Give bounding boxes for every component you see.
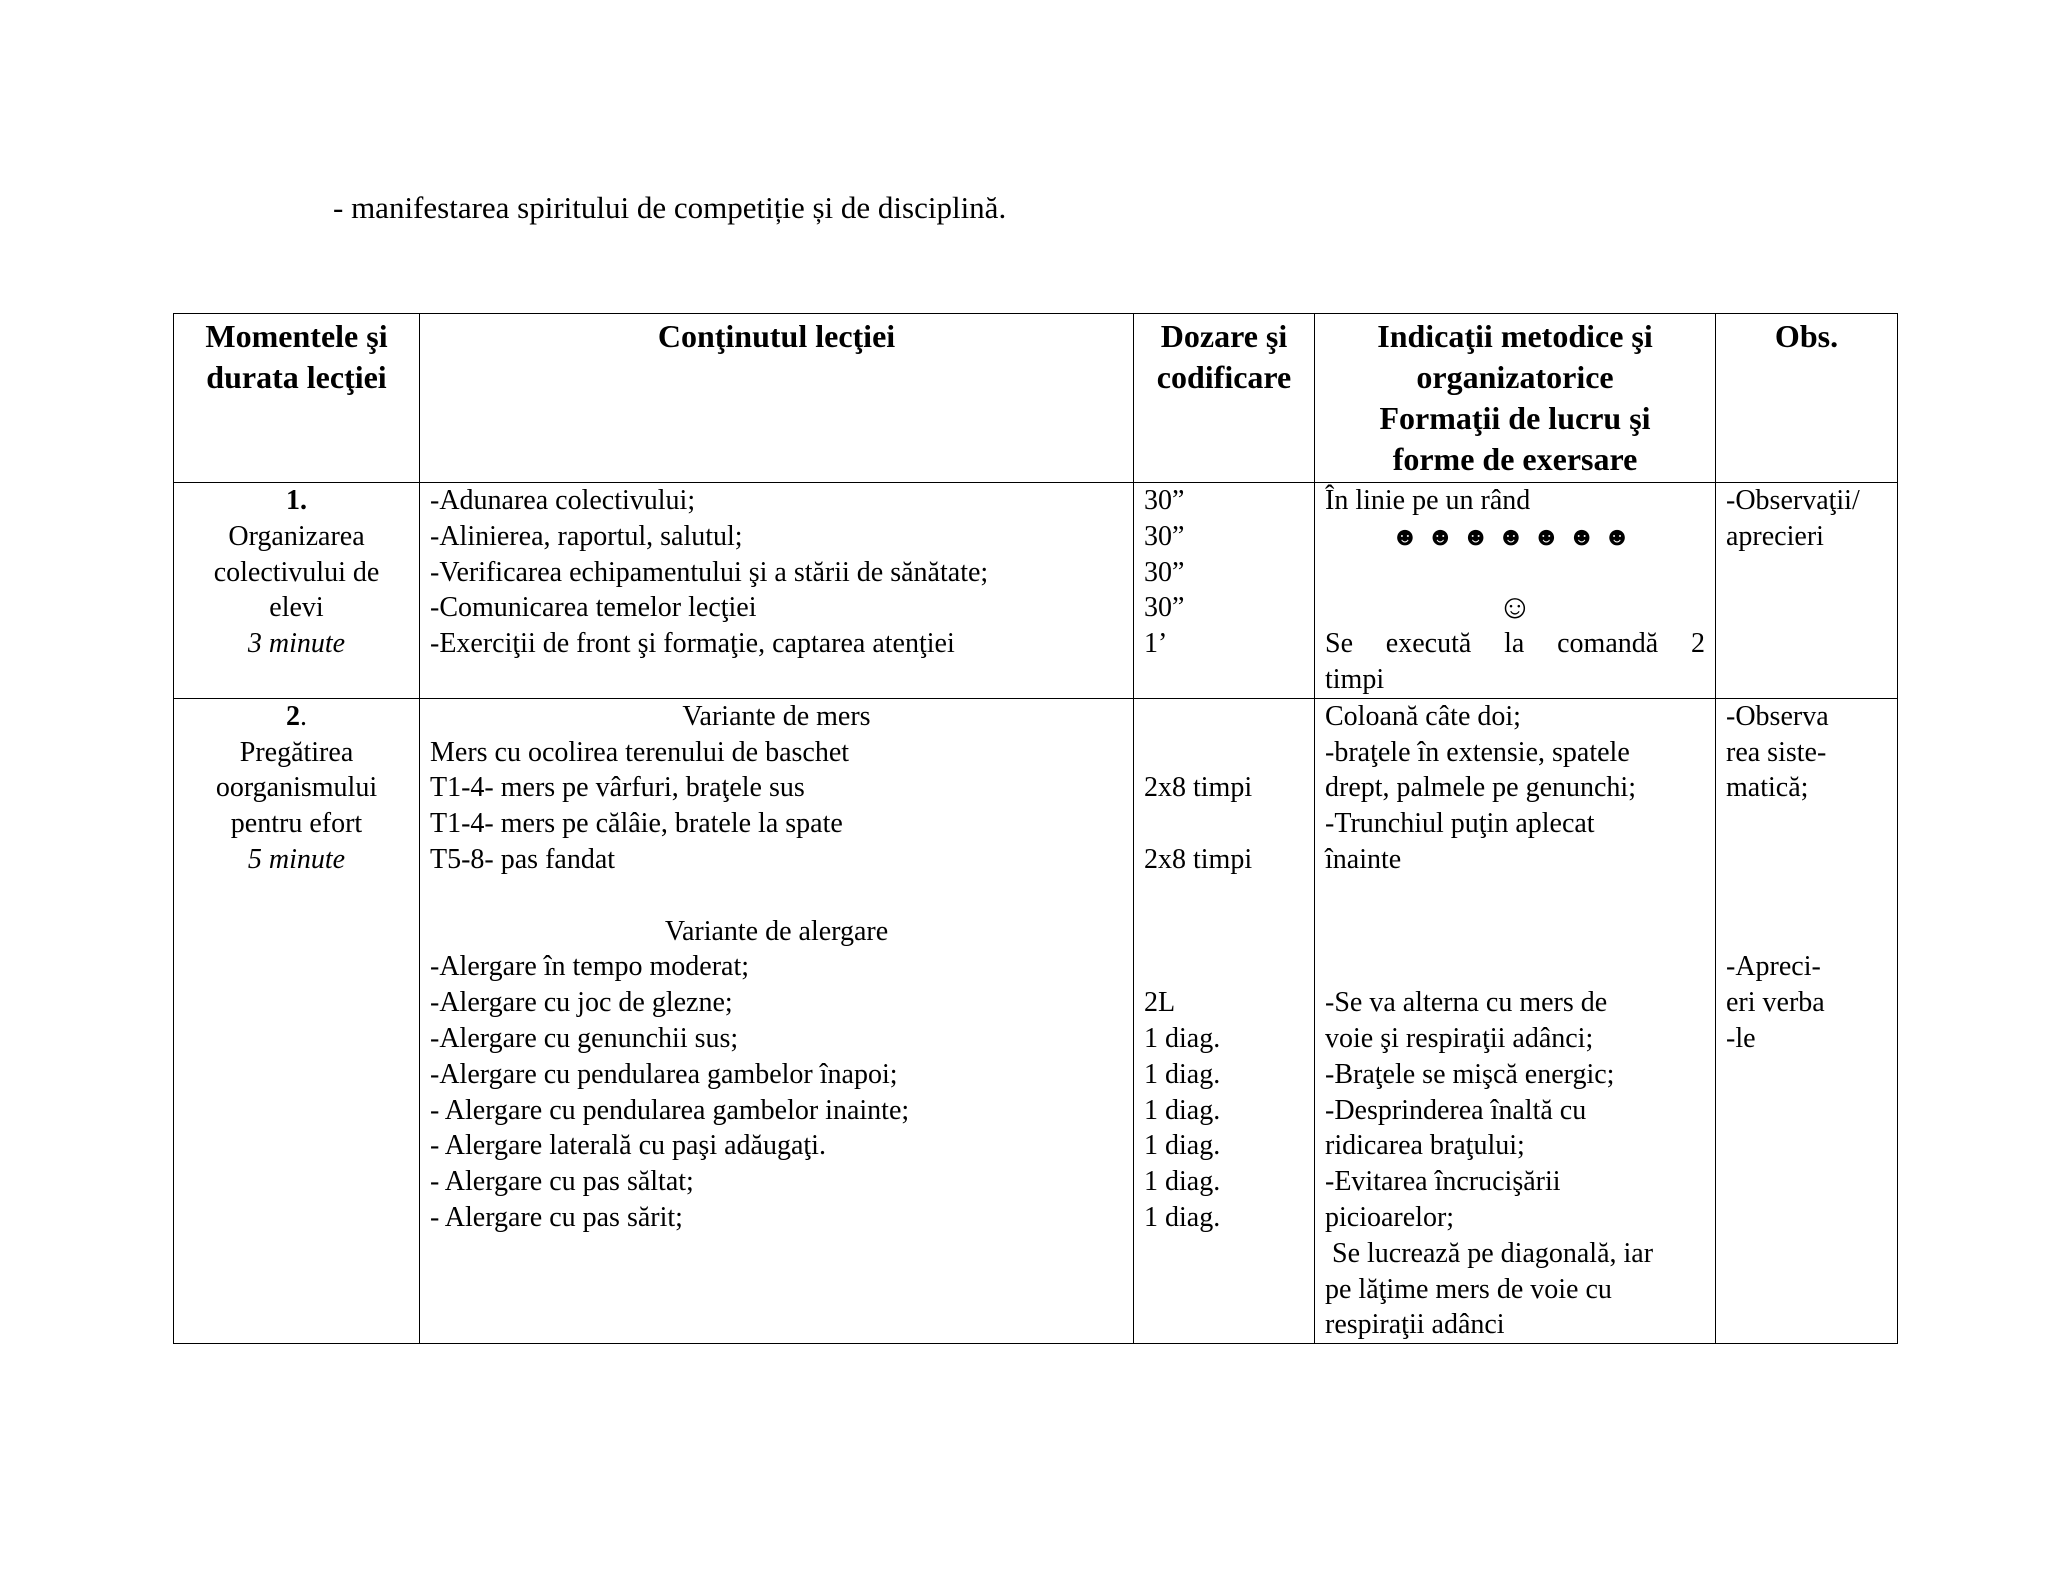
row1-content: -Adunarea colectivului; -Alinierea, raportul, salutul; -Verificarea echipamentului şi a stării de sănătate; -Comunicarea temelor lecţiei -Exerciţii de front şi formaţie, captarea atenţiei: [420, 483, 1134, 699]
header-dosage: Dozare şi codificare: [1134, 314, 1315, 483]
intro-line: - manifestarea spiritului de competiție și de disciplină.: [333, 190, 1007, 225]
header-row: [174, 314, 1898, 483]
students-formation-icon: ☻☻☻☻☻☻☻: [1391, 521, 1639, 551]
row1-dosage: 30” 30” 30” 30” 1’: [1134, 483, 1315, 699]
table-row: [174, 483, 1898, 699]
row2-moment: 2. Pregătirea oorganismului pentru efort 5 minute: [174, 698, 420, 1343]
header-obs: Obs.: [1716, 314, 1898, 483]
header-indications: Indicaţii metodice şi organizatorice Formaţii de lucru şi forme de exersare: [1315, 314, 1716, 483]
teacher-icon: ☺: [1497, 589, 1533, 627]
lesson-plan-table: [173, 313, 1898, 1344]
row1-moment: 1. Organizarea colectivului de elevi 3 minute: [174, 483, 420, 699]
row1-indications: În linie pe un rând ☻☻☻☻☻☻☻ ☺ Se execută la comandă 2 timpi: [1315, 483, 1716, 699]
row2-dosage: 2x8 timpi 2x8 timpi 2L 1 diag. 1 diag. 1 diag. 1 diag. 1 diag. 1 diag.: [1134, 698, 1315, 1343]
table-row: [174, 698, 1898, 1343]
row1-obs: -Observaţii/ aprecieri: [1716, 483, 1898, 699]
row2-indications: Coloană câte doi; -braţele în extensie, spatele drept, palmele pe genunchi; -Trunchiul puţin aplecat înainte -Se va alterna cu mers de voie şi respiraţii adânci; -Braţele se mişcă energic; -Desprinderea înaltă cu ridicarea braţului; -Evitarea încrucişării picioarelor; Se lucrează pe diagonală, iar pe lăţime mers de voie cu respiraţii adânci: [1315, 698, 1716, 1343]
row2-obs: -Observa rea siste- matică; -Apreci- eri verba -le: [1716, 698, 1898, 1343]
header-moment: Momentele şi durata lecţiei: [174, 314, 420, 483]
walking-heading: Variante de mers: [682, 700, 871, 732]
running-heading: Variante de alergare: [664, 915, 889, 947]
header-content: Conţinutul lecţiei: [420, 314, 1134, 483]
exec-line: Se execută la comandă 2: [1325, 628, 1705, 660]
row2-content: Variante de mers Mers cu ocolirea terenului de baschet T1-4- mers pe vârfuri, braţele sus T1-4- mers pe călâie, bratele la spate T5-8- pas fandat Variante de alergare -Alergare în tempo moderat; -Alergare cu joc de glezne; -Alergare cu genunchii sus; -Alergare cu pendularea gambelor înapoi; - Alergare cu pendularea gambelor inainte; - Alergare laterală cu paşi adăugaţi. - Alergare cu pas săltat; - Alergare cu pas sărit;: [420, 698, 1134, 1343]
